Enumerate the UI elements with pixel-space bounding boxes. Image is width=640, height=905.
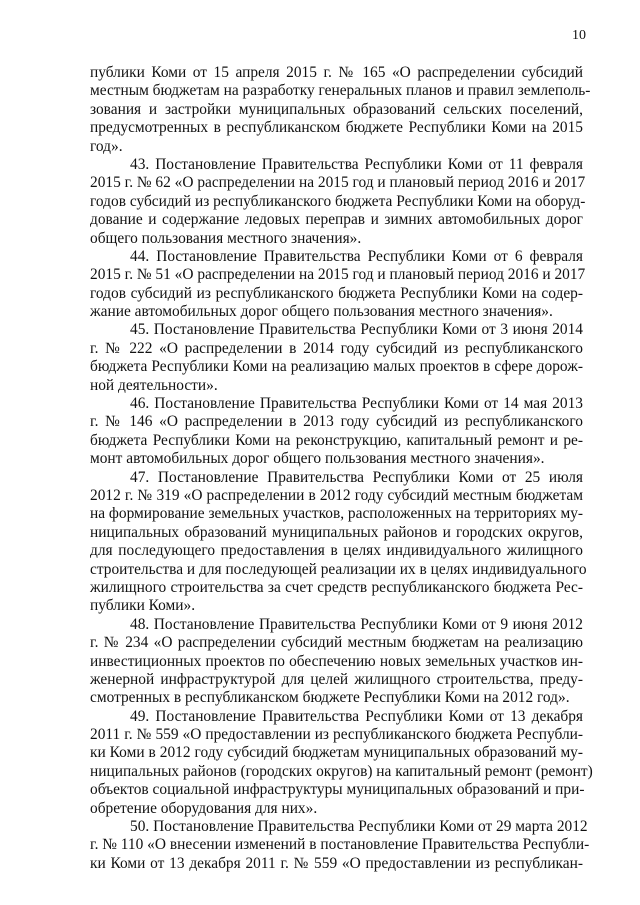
text-line: предусмотренных в республиканском бюджете Республики Коми на 2015 [90, 119, 583, 137]
text-line: 2015 г. № 51 «О распределении на 2015 год и плановый период 2016 и 2017 [90, 266, 586, 284]
text-line: публики Коми от 15 апреля 2015 г. № 165 «О распределении субсидий [90, 64, 583, 81]
text-line: общего пользования местного значения». [90, 229, 362, 247]
text-line: монт автомобильных дорог общего пользования местного значения». [90, 450, 545, 468]
text-line: на формирование земельных участков, расположенных на территориях му- [90, 505, 584, 523]
text-line: женерной инфраструктурой для целей жилищного строительства, преду- [90, 670, 583, 688]
text-line: жилищного строительства за счет средств республиканского бюджета Рес- [90, 578, 583, 596]
text-line: ки Коми в 2012 году субсидий бюджетам муниципальных образований му- [90, 744, 583, 762]
text-line: годов субсидий из республиканского бюджета Республики Коми на содер- [90, 284, 583, 302]
text-line: ниципальных образований муниципальных районов и городских округов, [90, 523, 583, 541]
text-line: для последующего предоставления в целях индивидуального жилищного [90, 542, 583, 560]
text-line: г. № 234 «О распределении субсидий местным бюджетам на реализацию [90, 634, 583, 652]
text-line: 43. Постановление Правительства Республики Коми от 11 февраля [130, 155, 583, 173]
text-line: г. № 146 «О распределении в 2013 году субсидий из республиканского [90, 413, 583, 431]
text-line: 50. Постановление Правительства Республики Коми от 29 марта 2012 [130, 818, 588, 836]
text-line: объектов социальной инфраструктуры муниципальных образований и при- [90, 781, 585, 799]
text-line: местным бюджетам на разработку генеральных планов и правил землеполь- [90, 82, 591, 100]
text-line: г. № 110 «О внесении изменений в постановление Правительства Республи- [90, 836, 590, 854]
text-line: ки Коми от 13 декабря 2011 г. № 559 «О предоставлении из республикан- [90, 854, 583, 872]
text-line: г. № 222 «О распределении в 2014 году субсидий из республиканского [90, 339, 583, 357]
text-line: дование и содержание ледовых переправ и зимних автомобильных дорог [90, 211, 583, 229]
text-line: обретение оборудования для них». [90, 799, 318, 817]
text-line: 49. Постановление Правительства Республики Коми от 13 декабря [130, 707, 583, 725]
text-line: жание автомобильных дорог общего пользования местного значения». [90, 303, 553, 321]
text-line: смотренных в республиканском бюджете Республики Коми на 2012 год». [90, 689, 570, 707]
text-line: 2011 г. № 559 «О предоставлении из республиканского бюджета Республи- [90, 726, 583, 744]
text-line: бюджета Республики Коми на реализацию малых проектов в сфере дорож- [90, 358, 583, 376]
text-line: инвестиционных проектов по обеспечению новых земельных участков ин- [90, 652, 583, 670]
text-line: зования и застройки муниципальных образований сельских поселений, [90, 100, 583, 118]
text-line: 48. Постановление Правительства Республики Коми от 9 июня 2012 [130, 615, 583, 633]
text-line: ниципальных районов (городских округов) на капитальный ремонт (ремонт) [90, 762, 593, 780]
document-body [90, 64, 593, 873]
text-line: 45. Постановление Правительства Республики Коми от 3 июня 2014 [130, 321, 583, 339]
text-line: строительства и для последующей реализации их в целях индивидуального [90, 560, 587, 578]
text-line: 47. Постановление Правительства Республики Коми от 25 июля [130, 468, 583, 486]
text-line: ной деятельности». [90, 376, 218, 394]
text-line: публики Коми». [90, 597, 196, 615]
text-line: 44. Постановление Правительства Республики Коми от 6 февраля [130, 247, 583, 265]
text-line: годов субсидий из республиканского бюджета Республики Коми на оборуд- [90, 192, 586, 210]
text-line: 46. Постановление Правительства Республики Коми от 14 мая 2013 [130, 395, 583, 413]
text-line: бюджета Республики Коми на реконструкцию, капитальный ремонт и ре- [90, 431, 583, 449]
text-line: год». [90, 137, 123, 155]
text-line: 2012 г. № 319 «О распределении в 2012 году субсидий местным бюджетам [90, 486, 583, 504]
page-number: 10 [572, 28, 586, 43]
text-line: 2015 г. № 62 «О распределении на 2015 год и плановый период 2016 и 2017 [90, 174, 586, 192]
